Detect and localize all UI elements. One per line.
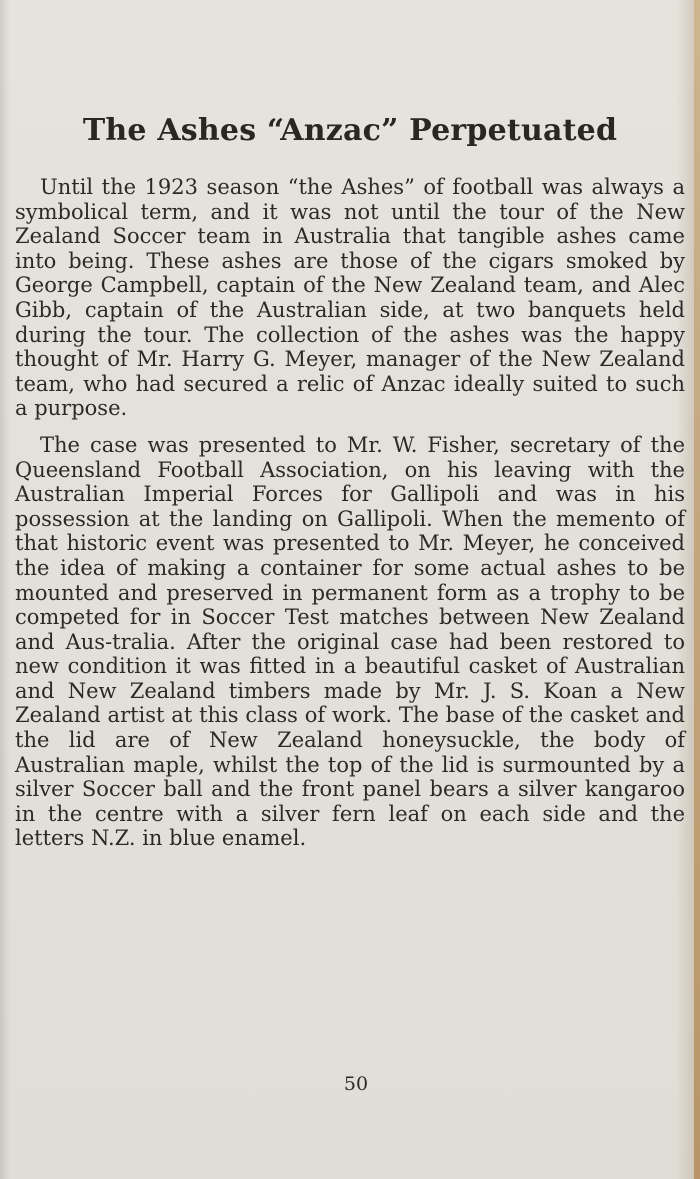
paragraph-1: Until the 1923 season “the Ashes” of football was always a symbolical term, and it was not until the tour of the New Zealand Soccer team in Australia that tangible ashes came into being. These ashes are those of the cigars smoked by George Campbell, captain of the New Zealand team, and Alec Gibb, captain of the Australian side, at two banquets held during the tour. The collection of the ashes was the happy thought of Mr. Harry G. Meyer, manager of the New Zealand team, who had secured a relic of Anzac ideally suited to such a purpose.: [15, 175, 685, 421]
paragraph-2: The case was presented to Mr. W. Fisher, secretary of the Queensland Football Association, on his leaving with the Australian Imperial Forces for Gallipoli and was in his possession at the landing on Gallipoli. When the memento of that historic event was presented to Mr. Meyer, he conceived the idea of making a container for some actual ashes to be mounted and preserved in permanent form as a trophy to be competed for in Soccer Test matches between New Zealand and Aus-tralia. After the original case had been restored to new condition it was fitted in a beautiful casket of Australian and New Zealand timbers made by Mr. J. S. Koan a New Zealand artist at this class of work. The base of the casket and the lid are of New Zealand honeysuckle, the body of Australian maple, whilst the top of the lid is surmounted by a silver Soccer ball and the front panel bears a silver kangaroo in the centre with a silver fern leaf on each side and the letters N.Z. in blue enamel.: [15, 432, 685, 851]
page-title: The Ashes “Anzac” Perpetuated: [82, 113, 618, 148]
page-number: 50: [343, 1073, 369, 1095]
body-text: [15, 175, 685, 851]
page-edge: [694, 0, 700, 1179]
